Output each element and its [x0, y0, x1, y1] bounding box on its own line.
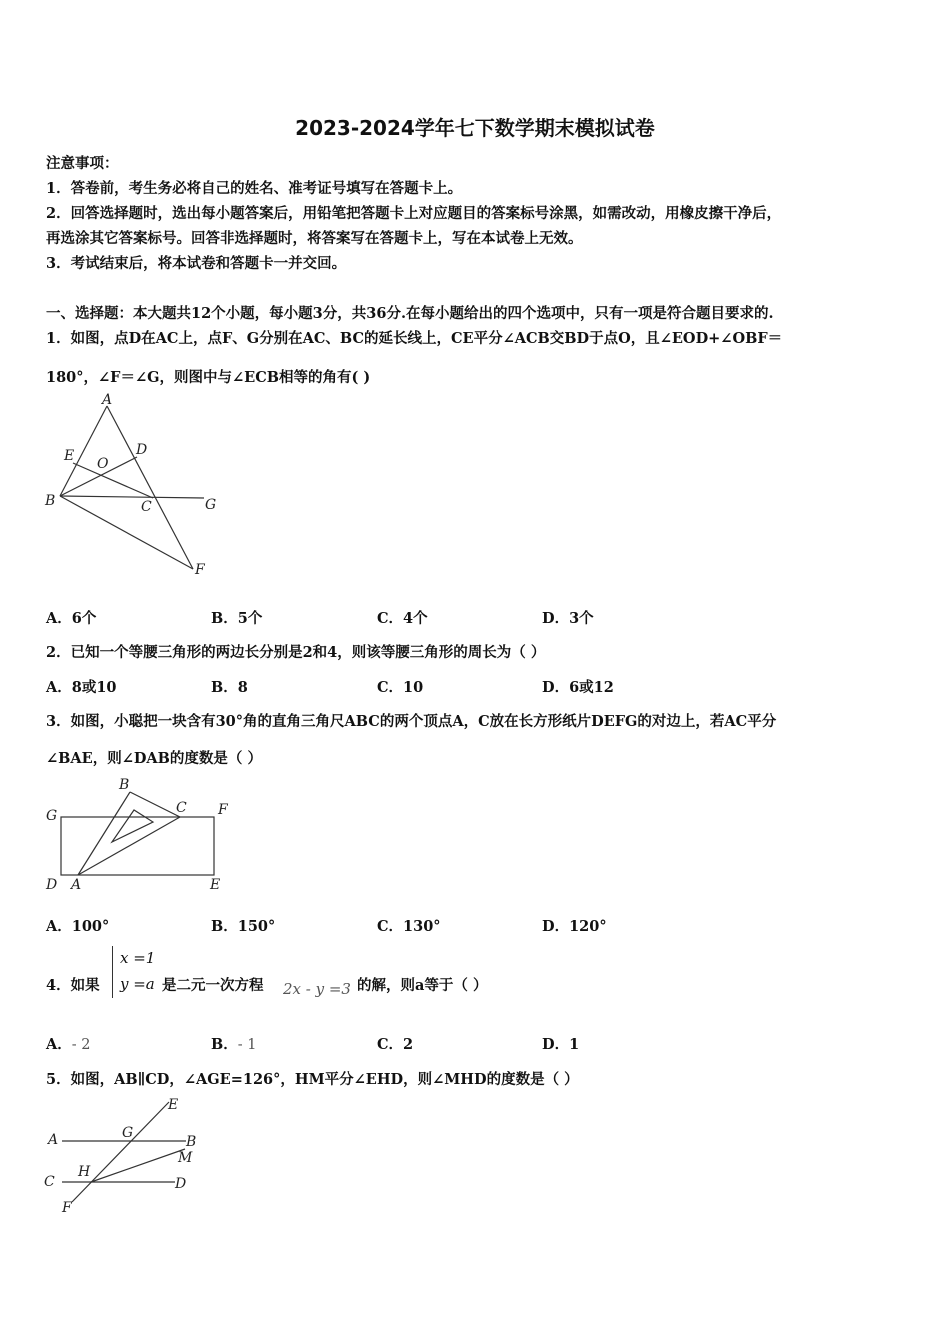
q4-option-d[interactable]: D．1: [542, 1036, 580, 1053]
q3-option-c[interactable]: C．130°: [377, 918, 441, 935]
q3-text-line1: 3．如图，小聪把一块含有30°角的直角三角尺ABC的两个顶点A，C放在长方形纸片DEFG的对边上，若AC平分: [46, 713, 777, 730]
q1-option-b[interactable]: B．5个: [211, 610, 263, 627]
q3-label-b: B: [119, 777, 130, 793]
q5-label-d: D: [175, 1176, 187, 1192]
notice-item-3: 3．考试结束后，将本试卷和答题卡一并交回。: [46, 255, 347, 272]
q2-option-a[interactable]: A．8或10: [46, 679, 117, 696]
q3-option-a[interactable]: A．100°: [46, 918, 110, 935]
q4-system-row-1: x =1: [120, 949, 156, 967]
q3-label-e: E: [210, 877, 221, 893]
q2-text: 2．已知一个等腰三角形的两边长分别是2和4，则该等腰三角形的周长为（ ）: [46, 644, 546, 661]
q1-text-line1: 1．如图，点D在AC上，点F、G分别在AC、BC的延长线上，CE平分∠ACB交BD于点O，且∠EOD+∠OBF＝: [46, 330, 783, 347]
q1-label-b: B: [45, 493, 56, 509]
q2-option-b[interactable]: B．8: [211, 679, 248, 696]
q1-text-line2: 180°，∠F＝∠G，则图中与∠ECB相等的角有( ): [46, 369, 371, 386]
q5-label-b: B: [186, 1134, 197, 1150]
q1-label-o: O: [97, 456, 109, 472]
q4-equation: 2x - y =3: [283, 980, 351, 998]
q5-label-c: C: [44, 1174, 55, 1190]
q4-prefix: 4．如果: [46, 977, 100, 994]
q1-figure: [40, 388, 230, 583]
q4-suffix: 的解，则a等于（ ）: [357, 977, 488, 994]
q4-system-row-2: y =a: [120, 975, 155, 993]
q1-option-a[interactable]: A．6个: [46, 610, 97, 627]
q5-label-f: F: [62, 1200, 72, 1216]
q5-label-g: G: [122, 1125, 134, 1141]
notice-item-2b: 再选涂其它答案标号。回答非选择题时，将答案写在答题卡上，写在本试卷上无效。: [46, 230, 583, 247]
q4-option-b[interactable]: B．- 1: [211, 1036, 257, 1053]
q1-option-c[interactable]: C．4个: [377, 610, 428, 627]
q5-text: 5．如图，AB∥CD，∠AGE=126°，HM平分∠EHD，则∠MHD的度数是（ ）: [46, 1071, 579, 1088]
q3-option-b[interactable]: B．150°: [211, 918, 276, 935]
q3-figure: [40, 772, 240, 894]
q1-label-e: E: [64, 448, 75, 464]
notice-item-2a: 2．回答选择题时，选出每小题答案后，用铅笔把答题卡上对应题目的答案标号涂黑，如需改动，用橡皮擦干净后，: [46, 205, 782, 222]
q5-figure: [40, 1092, 210, 1220]
q4-option-a[interactable]: A．- 2: [46, 1036, 91, 1053]
page-title: 2023-2024学年七下数学期末模拟试卷: [295, 116, 655, 140]
q3-text-line2: ∠BAE，则∠DAB的度数是（ ）: [46, 750, 262, 767]
q3-label-f: F: [218, 802, 228, 818]
q2-option-d[interactable]: D．6或12: [542, 679, 614, 696]
notice-item-1: 1．答卷前，考生务必将自己的姓名、准考证号填写在答题卡上。: [46, 180, 463, 197]
q5-label-e: E: [168, 1097, 179, 1113]
q3-option-d[interactable]: D．120°: [542, 918, 607, 935]
q3-label-d: D: [46, 877, 58, 893]
q5-label-a: A: [48, 1132, 59, 1148]
notice-heading: 注意事项：: [46, 155, 119, 172]
section-1-heading: 一、选择题：本大题共12个小题，每小题3分，共36分.在每小题给出的四个选项中，只有一项是符合题目要求的.: [46, 305, 774, 322]
q4-equation-system: [110, 946, 170, 1002]
q4-middle-text: 是二元一次方程: [162, 977, 264, 994]
q1-label-f: F: [195, 562, 205, 578]
q1-label-a: A: [102, 392, 113, 408]
q4-option-c[interactable]: C．2: [377, 1036, 414, 1053]
q3-label-g: G: [46, 808, 58, 824]
q5-label-m: M: [178, 1150, 193, 1166]
q1-label-d: D: [136, 442, 148, 458]
q1-label-c: C: [141, 499, 152, 515]
q2-option-c[interactable]: C．10: [377, 679, 424, 696]
q3-label-c: C: [176, 800, 187, 816]
q1-label-g: G: [205, 497, 217, 513]
q1-option-d[interactable]: D．3个: [542, 610, 594, 627]
q5-label-h: H: [78, 1164, 91, 1180]
q3-label-a: A: [71, 877, 82, 893]
